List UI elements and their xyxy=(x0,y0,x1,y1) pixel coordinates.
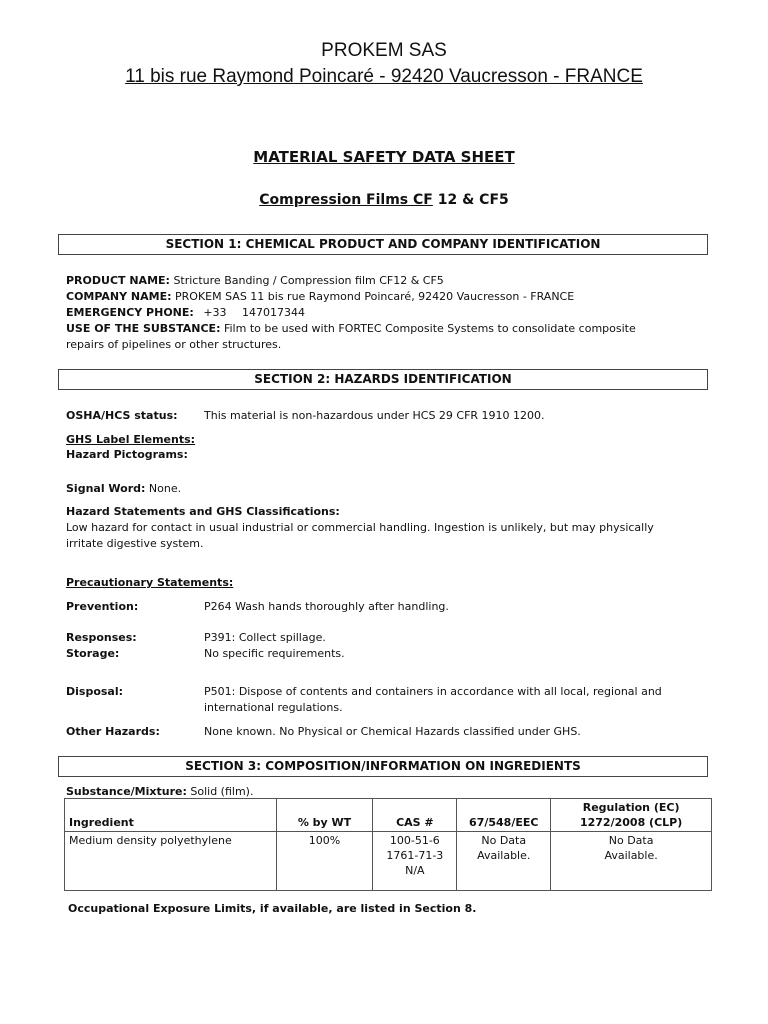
emergency-phone-row xyxy=(66,305,305,321)
cas-number: N/A xyxy=(405,864,425,877)
ingredients-table xyxy=(64,798,712,891)
other-hazards-label: Other Hazards: xyxy=(66,725,160,738)
signal-word-row xyxy=(66,481,181,497)
cas-number: 1761-71-3 xyxy=(386,849,444,862)
company-name-row xyxy=(66,289,574,305)
hazard-statements-label: Hazard Statements and GHS Classifications: xyxy=(66,505,340,518)
osha-status-value: This material is non-hazardous under HCS 29 CFR 1910 1200. xyxy=(204,409,545,422)
responses-label: Responses: xyxy=(66,631,137,644)
storage-label: Storage: xyxy=(66,647,120,660)
hazard-statement-line-2: irritate digestive system. xyxy=(66,537,204,550)
ghs-label-elements: GHS Label Elements: xyxy=(66,433,196,446)
use-of-substance-value: Film to be used with FORTEC Composite Systems to consolidate composite xyxy=(223,322,636,335)
cell-ingredient: Medium density polyethylene xyxy=(65,832,277,891)
cell-regulation xyxy=(551,832,712,891)
hazard-pictograms-label: Hazard Pictograms: xyxy=(66,448,188,461)
use-of-substance-continued: repairs of pipelines or other structures. xyxy=(66,338,282,351)
product-name-label: PRODUCT NAME: xyxy=(66,274,170,287)
product-name-row xyxy=(66,273,444,289)
emergency-phone-label: EMERGENCY PHONE: xyxy=(66,306,194,319)
header-regulation-line-2: 1272/2008 (CLP) xyxy=(579,816,683,829)
use-of-substance-label: USE OF THE SUBSTANCE: xyxy=(66,322,221,335)
company-name-value: PROKEM SAS 11 bis rue Raymond Poincaré, 92420 Vaucresson - FRANCE xyxy=(175,290,575,303)
storage-value: No specific requirements. xyxy=(204,647,345,660)
substance-mixture-value: Solid (film). xyxy=(190,785,254,798)
responses-value: P391: Collect spillage. xyxy=(204,631,326,644)
hazard-statement-line-1: Low hazard for contact in usual industrial or commercial handling. Ingestion is unlikely, but may physically xyxy=(66,521,654,534)
exposure-limits-footnote: Occupational Exposure Limits, if available, are listed in Section 8. xyxy=(68,902,477,915)
company-name-heading: PROKEM SAS xyxy=(321,40,447,61)
disposal-value-line-1: P501: Dispose of contents and containers in accordance with all local, regional and xyxy=(204,685,662,698)
header-cas: CAS # xyxy=(373,799,457,832)
header-regulation-line-1: Regulation (EC) xyxy=(582,801,680,814)
table-header-row xyxy=(65,799,712,832)
section-1-heading: SECTION 1: CHEMICAL PRODUCT AND COMPANY IDENTIFICATION xyxy=(58,234,708,255)
section-3-heading: SECTION 3: COMPOSITION/INFORMATION ON INGREDIENTS xyxy=(58,756,708,777)
document-title: MATERIAL SAFETY DATA SHEET xyxy=(253,148,515,166)
emergency-phone-code: +33 xyxy=(203,306,227,319)
emergency-phone-number: 147017344 xyxy=(242,306,306,319)
company-name-label: COMPANY NAME: xyxy=(66,290,172,303)
eec-line: Available. xyxy=(477,849,531,862)
table-row xyxy=(65,832,712,891)
company-address-heading: 11 bis rue Raymond Poincaré - 92420 Vaucresson - FRANCE xyxy=(125,66,643,87)
product-name-value: Stricture Banding / Compression film CF12 & CF5 xyxy=(173,274,444,287)
prevention-label: Prevention: xyxy=(66,600,139,613)
prevention-value: P264 Wash hands thoroughly after handling. xyxy=(204,600,449,613)
cell-eec xyxy=(457,832,551,891)
cell-percent: 100% xyxy=(276,832,373,891)
eec-line: No Data xyxy=(481,834,527,847)
section-2-heading: SECTION 2: HAZARDS IDENTIFICATION xyxy=(58,369,708,390)
disposal-label: Disposal: xyxy=(66,685,124,698)
document-subtitle xyxy=(0,192,768,208)
header-eec: 67/548/EEC xyxy=(457,799,551,832)
osha-status-label: OSHA/HCS status: xyxy=(66,409,178,422)
use-of-substance-row xyxy=(66,321,636,337)
subtitle-part-b: 12 & CF5 xyxy=(437,192,509,208)
regulation-line: Available. xyxy=(604,849,658,862)
cas-number: 100-51-6 xyxy=(389,834,440,847)
signal-word-label: Signal Word: xyxy=(66,482,146,495)
signal-word-value: None. xyxy=(148,482,182,495)
substance-mixture-label: Substance/Mixture: xyxy=(66,785,187,798)
subtitle-part-a: Compression Films CF xyxy=(259,192,433,208)
header-regulation xyxy=(551,799,712,832)
header-ingredient: Ingredient xyxy=(65,799,277,832)
precautionary-statements-label: Precautionary Statements: xyxy=(66,576,234,589)
regulation-line: No Data xyxy=(608,834,654,847)
cell-cas xyxy=(373,832,457,891)
other-hazards-value: None known. No Physical or Chemical Hazards classified under GHS. xyxy=(204,725,581,738)
disposal-value-line-2: international regulations. xyxy=(204,701,343,714)
header-percent: % by WT xyxy=(276,799,373,832)
